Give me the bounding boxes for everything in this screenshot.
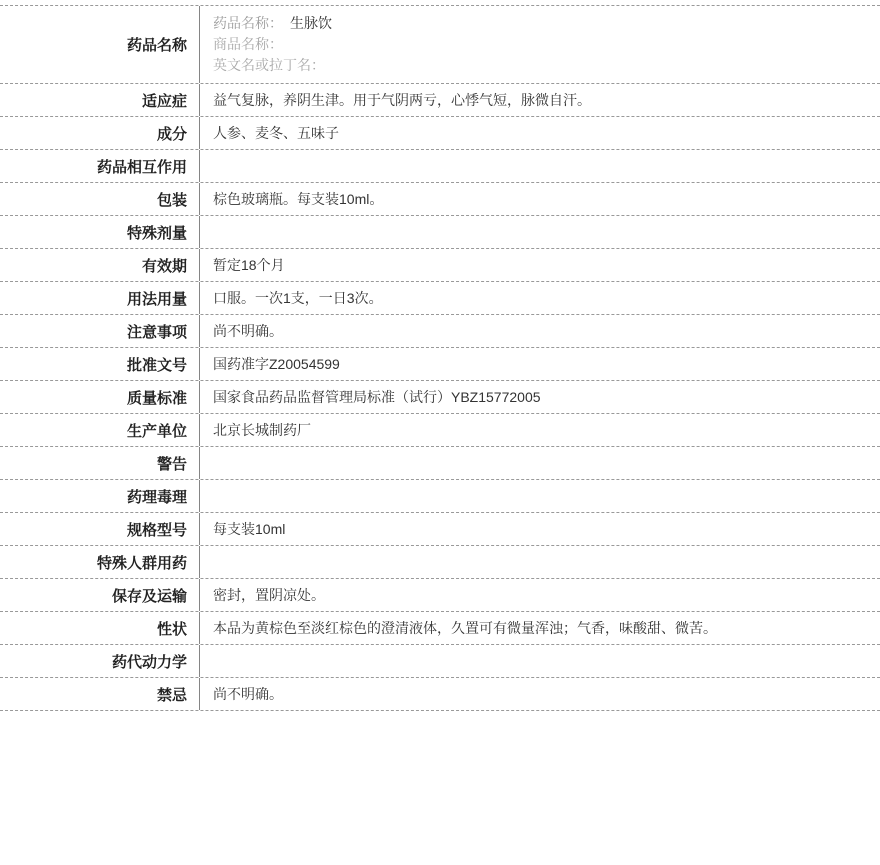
table-row xyxy=(0,348,880,381)
name-line xyxy=(213,55,325,76)
row-label: 特殊剂量 xyxy=(0,216,200,248)
table-row xyxy=(0,315,880,348)
row-value: 棕色玻璃瓶。每支装10ml。 xyxy=(213,191,384,207)
table-row xyxy=(0,513,880,546)
row-value: 国药准字Z20054599 xyxy=(213,356,340,372)
field-prefix: 药品名称： xyxy=(213,15,283,31)
table-row xyxy=(0,249,880,282)
row-value: 每支装10ml xyxy=(213,521,286,537)
row-label: 药品名称 xyxy=(0,6,200,83)
row-label: 药理毒理 xyxy=(0,480,200,512)
table-row xyxy=(0,84,880,117)
row-value: 尚不明确。 xyxy=(213,686,283,702)
row-label: 禁忌 xyxy=(0,678,200,710)
field-prefix: 英文名或拉丁名： xyxy=(213,57,325,73)
table-row xyxy=(0,612,880,645)
table-row xyxy=(0,645,880,678)
row-label: 警告 xyxy=(0,447,200,479)
row-value: 国家食品药品监督管理局标准（试行）YBZ15772005 xyxy=(213,389,541,405)
field-prefix: 商品名称： xyxy=(213,36,283,52)
row-label: 批准文号 xyxy=(0,348,200,380)
row-value: 益气复脉，养阴生津。用于气阴两亏，心悸气短，脉微自汗。 xyxy=(213,92,591,108)
row-value: 本品为黄棕色至淡红棕色的澄清液体，久置可有微量浑浊；气香，味酸甜、微苦。 xyxy=(213,620,717,636)
row-label: 药品相互作用 xyxy=(0,150,200,182)
row-value: 尚不明确。 xyxy=(213,323,283,339)
name-line xyxy=(213,34,283,55)
row-label: 有效期 xyxy=(0,249,200,281)
row-value: 密封，置阴凉处。 xyxy=(213,587,325,603)
table-row xyxy=(0,117,880,150)
row-value xyxy=(200,150,880,182)
table-row xyxy=(0,183,880,216)
row-label: 成分 xyxy=(0,117,200,149)
table-row xyxy=(0,282,880,315)
table-row xyxy=(0,216,880,249)
table-row xyxy=(0,678,880,711)
name-line xyxy=(213,13,332,34)
row-value xyxy=(200,6,880,83)
row-value: 口服。一次1支，一日3次。 xyxy=(213,290,383,306)
row-label: 药代动力学 xyxy=(0,645,200,677)
row-value: 北京长城制药厂 xyxy=(213,422,311,438)
row-label: 生产单位 xyxy=(0,414,200,446)
row-value: 人参、麦冬、五味子 xyxy=(213,125,339,141)
table-row xyxy=(0,579,880,612)
row-value xyxy=(200,216,880,248)
row-label: 规格型号 xyxy=(0,513,200,545)
row-value xyxy=(200,546,880,578)
row-label: 保存及运输 xyxy=(0,579,200,611)
row-label: 质量标准 xyxy=(0,381,200,413)
table-row xyxy=(0,480,880,513)
drug-info-table xyxy=(0,5,880,711)
row-label: 注意事项 xyxy=(0,315,200,347)
row-label: 特殊人群用药 xyxy=(0,546,200,578)
row-value: 暂定18个月 xyxy=(213,257,285,273)
row-label: 适应症 xyxy=(0,84,200,116)
row-label: 性状 xyxy=(0,612,200,644)
table-row xyxy=(0,414,880,447)
table-row xyxy=(0,150,880,183)
table-row xyxy=(0,6,880,84)
row-label: 用法用量 xyxy=(0,282,200,314)
drug-name-value: 生脉饮 xyxy=(290,15,332,31)
row-value xyxy=(200,645,880,677)
row-label: 包装 xyxy=(0,183,200,215)
table-row xyxy=(0,381,880,414)
row-value xyxy=(200,480,880,512)
table-row xyxy=(0,546,880,579)
table-row xyxy=(0,447,880,480)
row-value xyxy=(200,447,880,479)
